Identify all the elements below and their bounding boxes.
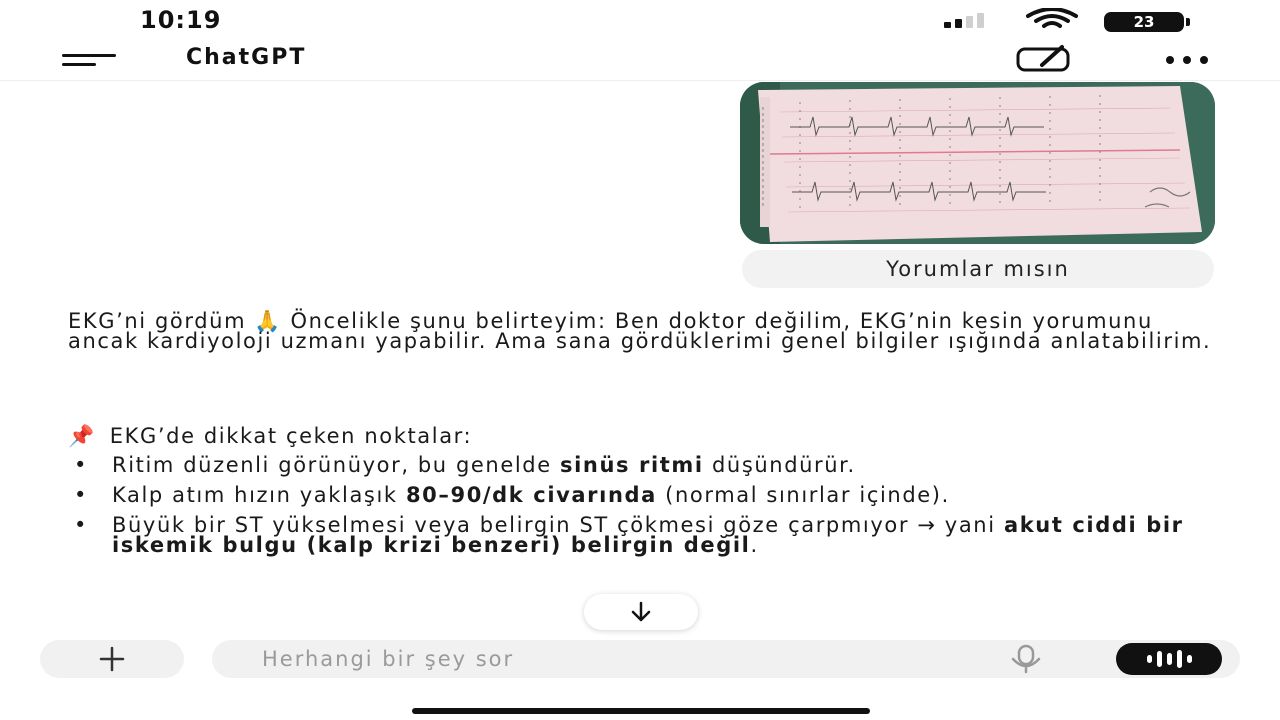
battery-icon [1104,12,1184,32]
battery-cap [1186,18,1190,26]
intro-text-a: EKG’ni gördüm [68,309,255,333]
mic-icon[interactable] [1002,644,1050,674]
battery-level: 23 [1133,13,1155,31]
list-item-text: düşündürür. [703,453,856,477]
voice-mode-icon[interactable] [1116,643,1222,675]
signal-icon [944,13,984,28]
list-item-bold: sinüs ritmi [560,453,704,477]
list-item-text: Kalp atım hızın yaklaşık [112,483,406,507]
app-title: ChatGPT [186,45,307,70]
list-item-bold: 80–90/dk civarında [405,483,657,507]
section-heading [68,426,1218,446]
message-input[interactable] [262,646,982,672]
more-icon[interactable] [1152,48,1222,72]
list-item-text: Büyük bir ST yükselmesi veya belirgin ST çökmesi göze çarpmıyor → yani [112,513,1004,537]
praying-hands-icon: 🙏 [254,309,283,333]
section-heading-text: EKG’de dikkat çeken noktalar: [109,424,473,448]
arrow-down-icon [628,600,654,624]
list-item-text: . [750,533,759,557]
assistant-intro-paragraph [68,311,1218,351]
plus-icon[interactable] [40,640,184,678]
list-item [68,515,1218,555]
attached-ecg-image[interactable] [740,82,1215,244]
list-item-bold: akut ciddi bir iskemik bulgu (kalp krizi benzeri) belirgin değil [112,513,1184,557]
list-item-text: Ritim düzenli görünüyor, bu genelde [112,453,561,477]
list-item [68,455,1218,475]
list-item [68,485,1218,505]
wifi-icon [1024,8,1080,36]
pushpin-icon: 📌 [68,424,96,448]
new-chat-icon[interactable] [1012,44,1076,74]
findings-list [68,455,1218,565]
intro-text-b: Öncelikle şunu belirteyim: Ben doktor değilim, EKG’nin kesin yorumunu ancak kardiyoloji uzmanı yapabilir. Ama sana gördüklerimi genel bilgiler ışığında anlatabilirim. [68,309,1212,353]
scroll-down-button[interactable] [584,594,698,630]
list-item-text: (normal sınırlar içinde). [656,483,950,507]
header-divider [0,80,1280,81]
status-time: 10:19 [140,6,222,34]
home-indicator [412,708,870,714]
menu-icon[interactable] [58,48,122,72]
user-message-bubble: Yorumlar mısın [742,250,1214,288]
